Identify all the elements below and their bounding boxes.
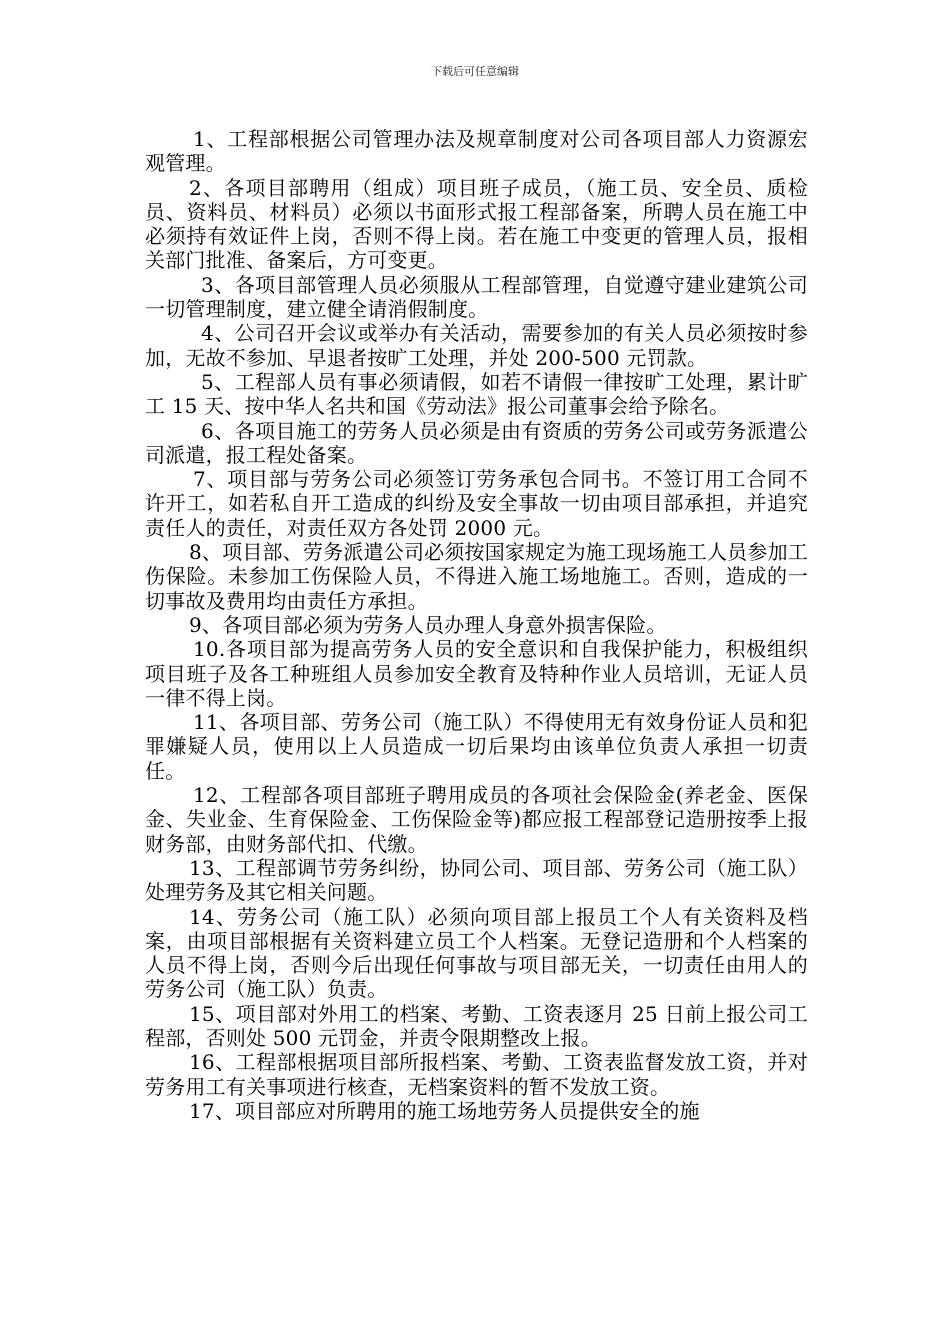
paragraph-11: 11、各项目部、劳务公司（施工队）不得使用无有效身份证人员和犯罪嫌疑人员，使用以上人员造成一切后果均由该单位负责人承担一切责任。 bbox=[145, 710, 808, 783]
paragraph-1: 1、工程部根据公司管理办法及规章制度对公司各项目部人力资源宏观管理。 bbox=[145, 127, 808, 176]
paragraph-17: 17、项目部应对所聘用的施工场地劳务人员提供安全的施 bbox=[189, 1098, 700, 1123]
paragraph-8: 8、项目部、劳务派遣公司必须按国家规定为施工现场施工人员参加工伤保险。未参加工伤保险人员，不得进入施工场地施工。否则，造成的一切事故及费用均由责任方承担。 bbox=[145, 540, 808, 613]
paragraph-7: 7、项目部与劳务公司必须签订劳务承包合同书。不签订用工合同不许开工，如若私自开工造成的纠纷及安全事故一切由项目部承担，并追究责任人的责任，对责任双方各处罚 2000 元。 bbox=[145, 467, 808, 540]
paragraph-5: 5、工程部人员有事必须请假，如若不请假一律按旷工处理，累计旷工 15 天、按中华人名共和国《劳动法》报公司董事会给予除名。 bbox=[145, 369, 808, 419]
paragraph-2: 2、各项目部聘用（组成）项目班子成员，（施工员、安全员、质检员、资料员、材料员）必须以书面形式报工程部备案，所聘人员在施工中必须持有效证件上岗，否则不得上岗。若在施工中变更的管理人员，报相关部门批准、备案后，方可变更。 bbox=[145, 175, 808, 273]
paragraph-16: 16、工程部根据项目部所报档案、考勤、工资表监督发放工资，并对劳务用工有关事项进行核查，无档案资料的暂不发放工资。 bbox=[145, 1050, 808, 1099]
header-note: 下载后可任意编辑 bbox=[431, 65, 519, 78]
paragraph-10: 10.各项目部为提高劳务人员的安全意识和自我保护能力，积极组织项目班子及各工种班组人员参加安全教育及特种作业人员培训，无证人员一律不得上岗。 bbox=[145, 637, 808, 710]
paragraph-6: 6、各项目施工的劳务人员必须是由有资质的劳务公司或劳务派遣公司派遣，报工程处备案。 bbox=[145, 418, 808, 467]
paragraph-14: 14、劳务公司（施工队）必须向项目部上报员工个人有关资料及档案，由项目部根据有关资料建立员工个人档案。无登记造册和个人档案的人员不得上岗，否则今后出现任何事故与项目部无关，一切责任由用人的劳务公司（施工队）负责。 bbox=[145, 904, 808, 1002]
paragraph-9: 9、各项目部必须为劳务人员办理人身意外损害保险。 bbox=[189, 612, 667, 637]
paragraph-13: 13、工程部调节劳务纠纷，协同公司、项目部、劳务公司（施工队）处理劳务及其它相关问题。 bbox=[145, 855, 808, 905]
document-body bbox=[145, 127, 808, 1123]
paragraph-15: 15、项目部对外用工的档案、考勤、工资表逐月 25 日前上报公司工程部，否则处 500 元罚金，并责令限期整改上报。 bbox=[145, 1001, 808, 1050]
paragraph-12: 12、工程部各项目部班子聘用成员的各项社会保险金(养老金、医保金、失业金、生育保险金、工伤保险金等)都应报工程部登记造册按季上报财务部，由财务部代扣、代缴。 bbox=[145, 783, 808, 856]
paragraph-4: 4、公司召开会议或举办有关活动，需要参加的有关人员必须按时参加，无故不参加、早退者按旷工处理，并处 200-500 元罚款。 bbox=[145, 321, 808, 370]
paragraph-3: 3、各项目部管理人员必须服从工程部管理，自觉遵守建业建筑公司一切管理制度，建立健全请消假制度。 bbox=[145, 272, 808, 322]
